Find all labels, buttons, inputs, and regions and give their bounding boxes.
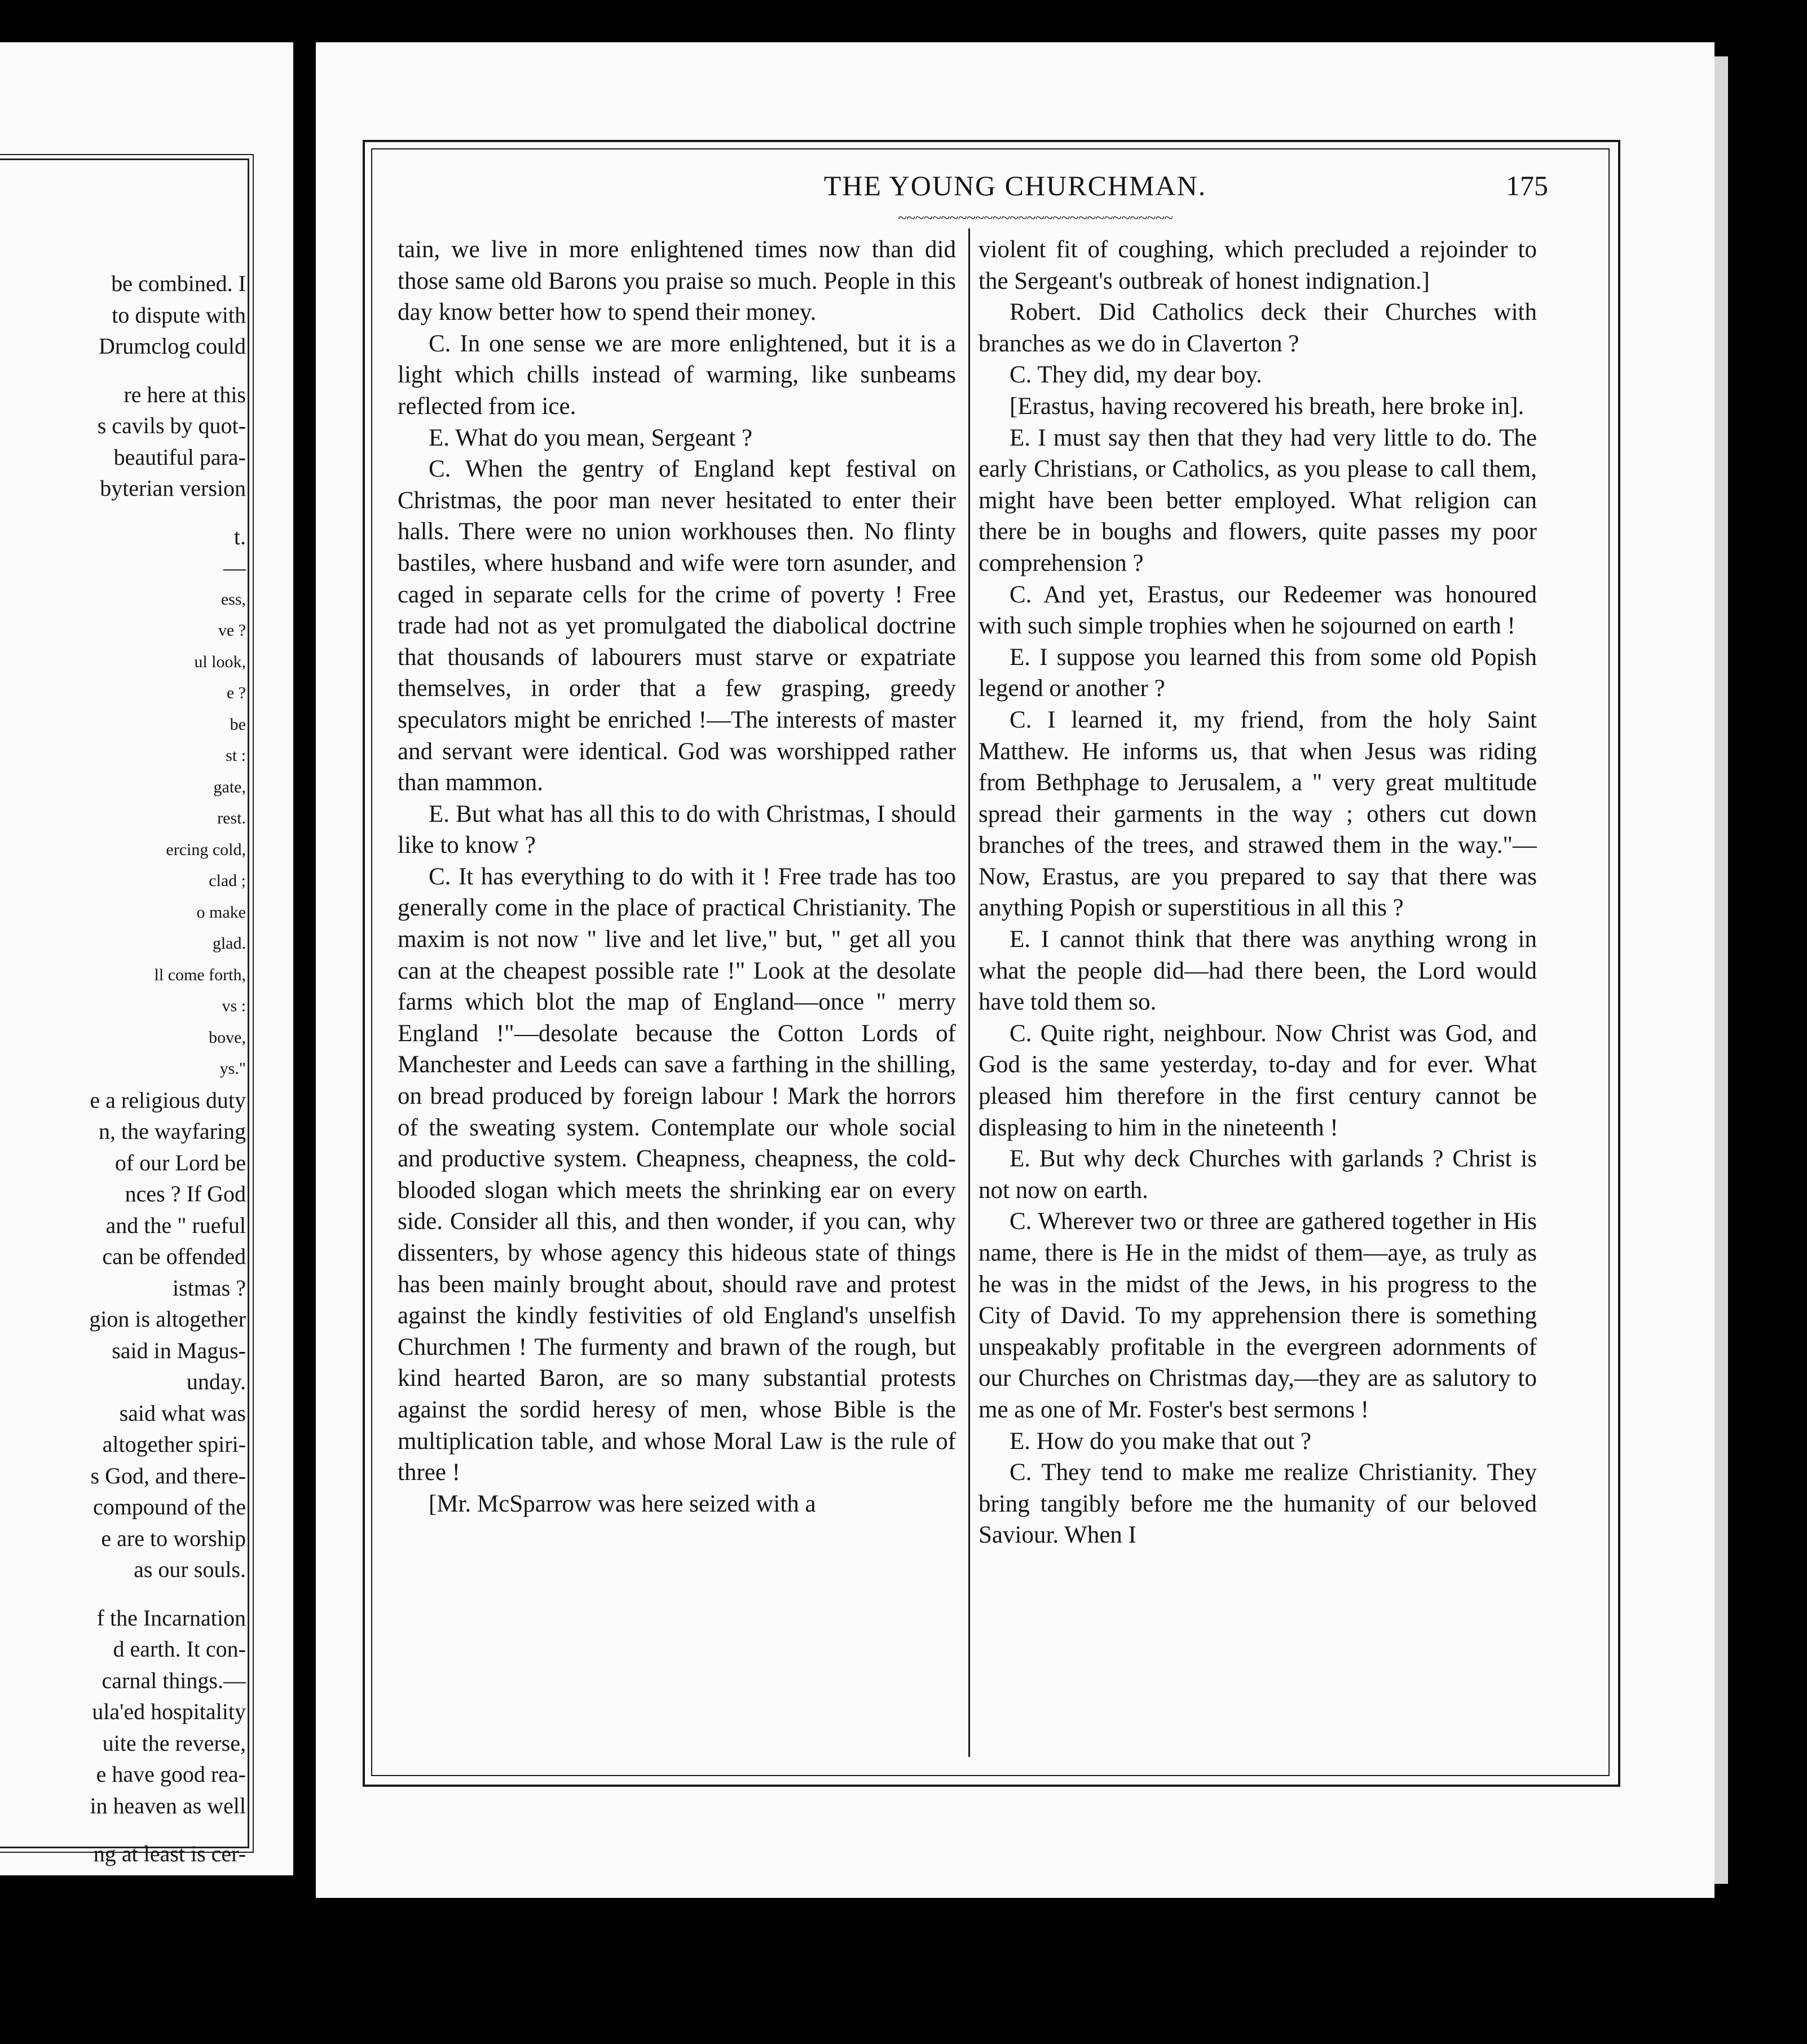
fragment-line: t. xyxy=(233,523,246,549)
fragment-line: n, the wayfaring xyxy=(98,1118,246,1144)
fragment-line: ng at least is cer- xyxy=(93,1841,246,1866)
running-header-title: THE YOUNG CHURCHMAN. xyxy=(823,170,1207,201)
fragment-line: carnal things.— xyxy=(102,1667,246,1693)
fragment-line: unday. xyxy=(186,1369,246,1394)
scan-dust-speck xyxy=(1297,1912,1302,1918)
fragment-line: d earth. It con- xyxy=(113,1636,246,1662)
fragment-line: — xyxy=(223,555,246,580)
fragment-line: ul look, xyxy=(194,652,246,671)
fragment-line xyxy=(0,362,246,379)
scan-dust-speck xyxy=(759,1909,763,1915)
scan-dust-speck xyxy=(1069,20,1073,28)
fragment-line: ess, xyxy=(221,589,246,609)
header-ornament-rule: ~~~~~~~~~~~~~~~~~~~~~~~~~~~~~~~~ xyxy=(898,209,1173,227)
fragment-line: to dispute with xyxy=(112,302,246,328)
scan-dust-speck xyxy=(262,33,270,38)
paragraph: E. I must say then that they had very little to do. The early Christians, or Catholics, as you please to call them, might have been better employed. What religion can there be in boughs and flowers, quite passes my poor comprehension ? xyxy=(979,424,1537,576)
fragment-line: s cavils by quot- xyxy=(97,413,246,438)
fragment-line: istmas ? xyxy=(173,1275,246,1301)
fragment-line: bove, xyxy=(209,1028,246,1047)
fragment-line: of our Lord be xyxy=(114,1149,246,1175)
paragraph: [Mr. McSparrow was here seized with a xyxy=(429,1490,816,1517)
fragment-line: vs : xyxy=(222,997,246,1015)
paragraph: E. How do you make that out ? xyxy=(1010,1428,1312,1455)
previous-page-fragment xyxy=(0,42,293,1875)
fragment-line: beautiful para- xyxy=(113,444,246,470)
fragment-line: clad ; xyxy=(209,871,246,890)
fragment-line: can be offended xyxy=(102,1244,246,1269)
paragraph: E. But why deck Churches with garlands ? Christ is not now on earth. xyxy=(979,1146,1537,1204)
fragment-line: e have good rea- xyxy=(96,1761,246,1787)
fragment-line: altogether spiri- xyxy=(102,1431,246,1457)
fragment-line: ve ? xyxy=(218,621,246,640)
fragment-line: ll come forth, xyxy=(154,965,246,984)
fragment-line: uite the reverse, xyxy=(102,1730,246,1756)
fragment-line: gate, xyxy=(213,777,246,796)
fragment-line: re here at this xyxy=(124,381,246,407)
fragment-line: compound of the xyxy=(92,1494,246,1519)
paragraph: C. And yet, Erastus, our Redeemer was honoured with such simple trophies when he sojourned on earth ! xyxy=(979,581,1537,640)
fragment-line: nces ? If God xyxy=(125,1181,246,1206)
fragment-line: st : xyxy=(226,746,246,765)
fragment-line: e are to worship xyxy=(101,1525,246,1551)
fragment-line: be xyxy=(230,715,246,734)
paragraph: E. I cannot think that there was anything wrong in what the people did—had there been, the Lord would have told them so. xyxy=(979,926,1537,1016)
fragment-line: Drumclog could xyxy=(98,333,246,359)
fragment-line: e ? xyxy=(226,684,246,702)
fragment-line: ercing cold, xyxy=(166,840,246,859)
fragment-line: gion is altogether xyxy=(89,1306,246,1332)
paragraph: C. In one sense we are more enlightened, but it is a light which chills instead of warming, like sunbeams reflected from ice. xyxy=(398,330,956,420)
column-divider xyxy=(968,228,970,1757)
fragment-line: and the " rueful xyxy=(105,1212,246,1238)
page-number: 175 xyxy=(1506,170,1548,201)
paragraph: C. I learned it, my friend, from the holy Saint Matthew. He informs us, that when Jesus was riding from Bethphage to Jerusalem, a " very great multitude spread their garments in the way ; others cut down branches of the trees, and strawed them in the way."— Now, Erastus, are you prepared to say that there was anything Popish or superstitious in all this ? xyxy=(979,706,1537,922)
fragment-line xyxy=(0,1821,246,1838)
paragraph: C. They tend to make me realize Christianity. They bring tangibly before me the humanity of our beloved Saviour. When I xyxy=(979,1459,1537,1549)
fragment-line: f the Incarnation xyxy=(96,1605,246,1631)
fragment-line: s God, and there- xyxy=(90,1462,246,1488)
fragment-line: in heaven as well xyxy=(90,1792,246,1818)
paragraph: Robert. Did Catholics deck their Churches with branches as we do in Claverton ? xyxy=(979,299,1537,357)
paragraph: C. Wherever two or three are gathered together in His name, there is He in the midst of them—aye, as truly as he was in the midst of the Jews, in his progress to the City of David. To my apprehension there is something unspeakably profitable in the evergreen adornments of our Churches on Christmas day,—they are as salutory to me as one of Mr. Foster's best sermons ! xyxy=(979,1208,1537,1423)
paragraph: [Erastus, having recovered his breath, here broke in]. xyxy=(1010,393,1524,420)
fragment-line xyxy=(0,504,246,521)
fragment-line: o make xyxy=(196,902,246,922)
scan-dust-speck xyxy=(488,1909,493,1916)
paragraph: E. I suppose you learned this from some old Popish legend or another ? xyxy=(979,644,1537,702)
fragment-line: said in Magus- xyxy=(112,1337,246,1363)
paragraph: violent fit of coughing, which precluded a rejoinder to the Sergeant's outbreak of honest indignation.] xyxy=(979,236,1537,294)
fragment-line: be combined. I xyxy=(111,271,246,296)
book-page xyxy=(316,42,1715,1898)
paragraph: E. What do you mean, Sergeant ? xyxy=(429,424,752,451)
fragment-line: ys." xyxy=(219,1059,246,1078)
page-edge xyxy=(1715,56,1728,1884)
paragraph: tain, we live in more enlightened times now than did those same old Barons you praise so much. People in this day know better how to spend their money. xyxy=(398,236,956,326)
paragraph: E. But what has all this to do with Christmas, I should like to know ? xyxy=(398,800,956,859)
paragraph: C. It has everything to do with it ! Free trade has too generally come in the place of practical Christianity. The maxim is not now " live and let live," but, " get all you can at the cheapest possible rate !" Look at the desolate farms which blot the map of England—once " merry England !"—desolate because the Cotton Lords of Manchester and Leeds can save a farthing in the shilling, on bread produced by foreign labour ! Mark the horrors of the sweating system. Contemplate our whole social and productive system. Cheapness, cheapness, the cold-blooded slogan which meets the shrinking ear on every side. Consider all this, and then wonder, if you can, why dissenters, by whose agency this hideous state of things has been mainly brought about, should rave and protest against the kindly festivities of old England's unselfish Churchmen ! The furmenty and brawn of the rough, but kind hearted Baron, are so many substantial protests against the sordid heresy of men, whose Bible is the multiplication table, and whose Moral Law is the rule of three ! xyxy=(398,863,956,1486)
fragment-line xyxy=(0,1585,246,1602)
right-text-column xyxy=(979,234,1537,1551)
fragment-line: e a religious duty xyxy=(90,1087,246,1113)
paragraph: C. Quite right, neighbour. Now Christ was God, and God is the same yesterday, to-day and for ever. What pleased him therefore in the first century cannot be displeasing to him in the nineteenth ! xyxy=(979,1020,1537,1141)
fragment-line: byterian version xyxy=(100,475,246,501)
fragment-line: glad. xyxy=(212,934,246,953)
left-text-column xyxy=(398,234,956,1519)
paragraph: C. When the gentry of England kept festival on Christmas, the poor man never hesitated to enter their halls. There were no union workhouses then. No flinty bastiles, where husband and wife were torn asunder, and caged in separate cells for the crime of poverty ! Free trade had not as yet promulgated the diabolical doctrine that thousands of labourers must starve or expatriate themselves, in order that a few grasping, greedy speculators might be enriched !—The interests of master and servant were identical. God was worshipped rather than mammon. xyxy=(398,456,956,796)
fragment-line: said what was xyxy=(119,1400,246,1426)
paragraph: C. They did, my dear boy. xyxy=(1010,362,1262,389)
fragment-line: ula'ed hospitality xyxy=(92,1699,246,1724)
fragment-line: as our souls. xyxy=(134,1557,246,1582)
previous-page-text xyxy=(0,268,246,1870)
fragment-line: rest. xyxy=(217,809,246,827)
